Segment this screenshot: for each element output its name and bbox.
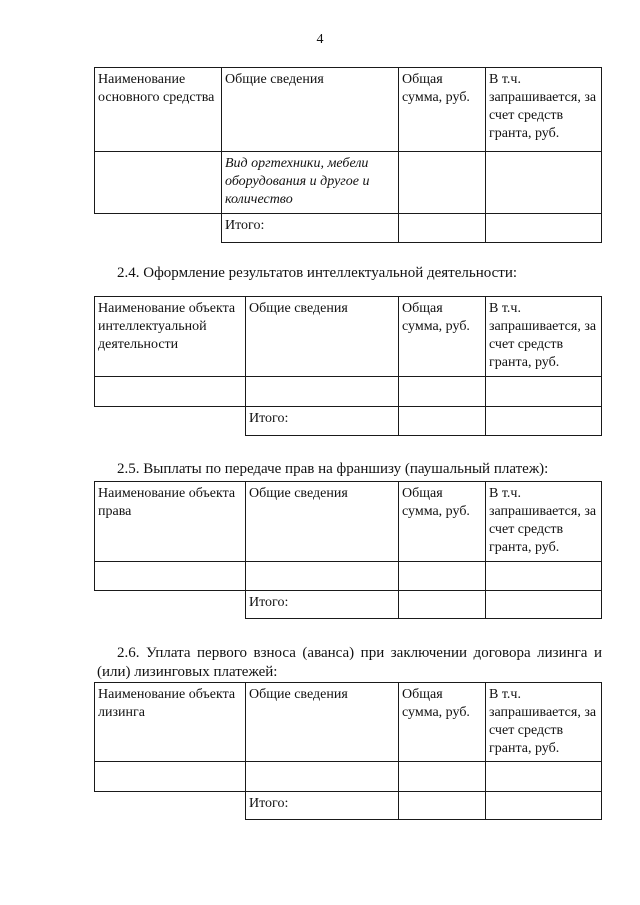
table-cell — [399, 214, 486, 243]
header-cell-general-info: Общие сведения — [246, 683, 399, 762]
table-cell — [95, 562, 246, 591]
header-cell-total-sum: Общая сумма, руб. — [399, 482, 486, 562]
table-cell — [399, 591, 486, 619]
header-cell-general-info: Общие сведения — [246, 297, 399, 377]
table-cell — [399, 562, 486, 591]
example-cell-equipment: Вид оргтехники, мебели оборудования и другое и количество — [222, 152, 399, 214]
header-cell-name: Наименование объекта интеллектуальной деятельности — [95, 297, 246, 377]
fixed-assets-table — [94, 67, 602, 243]
header-cell-grant-requested: В т.ч. запрашивается, за счет средств гранта, руб. — [486, 297, 602, 377]
header-cell-total-sum: Общая сумма, руб. — [399, 683, 486, 762]
table-cell — [486, 762, 602, 792]
table-cell — [399, 407, 486, 436]
header-cell-general-info: Общие сведения — [246, 482, 399, 562]
total-label-cell: Итого: — [222, 214, 399, 243]
blank-cell — [95, 407, 246, 436]
table-cell — [399, 152, 486, 214]
section-heading-2-5: 2.5. Выплаты по передаче прав на франшизу (паушальный платеж): — [117, 461, 549, 477]
table-cell — [486, 562, 602, 591]
header-cell-grant-requested: В т.ч. запрашивается, за счет средств гранта, руб. — [486, 68, 602, 152]
header-cell-grant-requested: В т.ч. запрашивается, за счет средств гранта, руб. — [486, 683, 602, 762]
franchise-table — [94, 481, 602, 619]
header-cell-total-sum: Общая сумма, руб. — [399, 68, 486, 152]
blank-cell — [95, 792, 246, 820]
page-number: 4 — [316, 32, 324, 47]
table-cell — [486, 377, 602, 407]
table-cell — [486, 792, 602, 820]
section-heading-2-6: 2.6. Уплата первого взноса (аванса) при заключении договора лизинга и (или) лизинговых платежей: — [97, 645, 602, 680]
table-cell — [95, 762, 246, 792]
table-cell — [246, 377, 399, 407]
table-cell — [399, 792, 486, 820]
table-cell — [95, 377, 246, 407]
header-cell-grant-requested: В т.ч. запрашивается, за счет средств гранта, руб. — [486, 482, 602, 562]
table-cell — [486, 214, 602, 243]
header-cell-general-info: Общие сведения — [222, 68, 399, 152]
total-label-cell: Итого: — [246, 591, 399, 619]
table-cell — [246, 762, 399, 792]
blank-cell — [95, 591, 246, 619]
total-label-cell: Итого: — [246, 792, 399, 820]
table-cell — [399, 762, 486, 792]
blank-cell — [95, 214, 222, 243]
table-cell — [486, 591, 602, 619]
section-heading-2-4: 2.4. Оформление результатов интеллектуальной деятельности: — [117, 265, 518, 281]
header-cell-name: Наименование объекта права — [95, 482, 246, 562]
intellectual-property-table — [94, 296, 602, 436]
table-cell — [246, 562, 399, 591]
table-cell — [486, 407, 602, 436]
table-cell — [486, 152, 602, 214]
header-cell-name: Наименование основного средства — [95, 68, 222, 152]
table-cell — [399, 377, 486, 407]
table-cell — [95, 152, 222, 214]
header-cell-total-sum: Общая сумма, руб. — [399, 297, 486, 377]
leasing-table — [94, 682, 602, 820]
total-label-cell: Итого: — [246, 407, 399, 436]
header-cell-name: Наименование объекта лизинга — [95, 683, 246, 762]
